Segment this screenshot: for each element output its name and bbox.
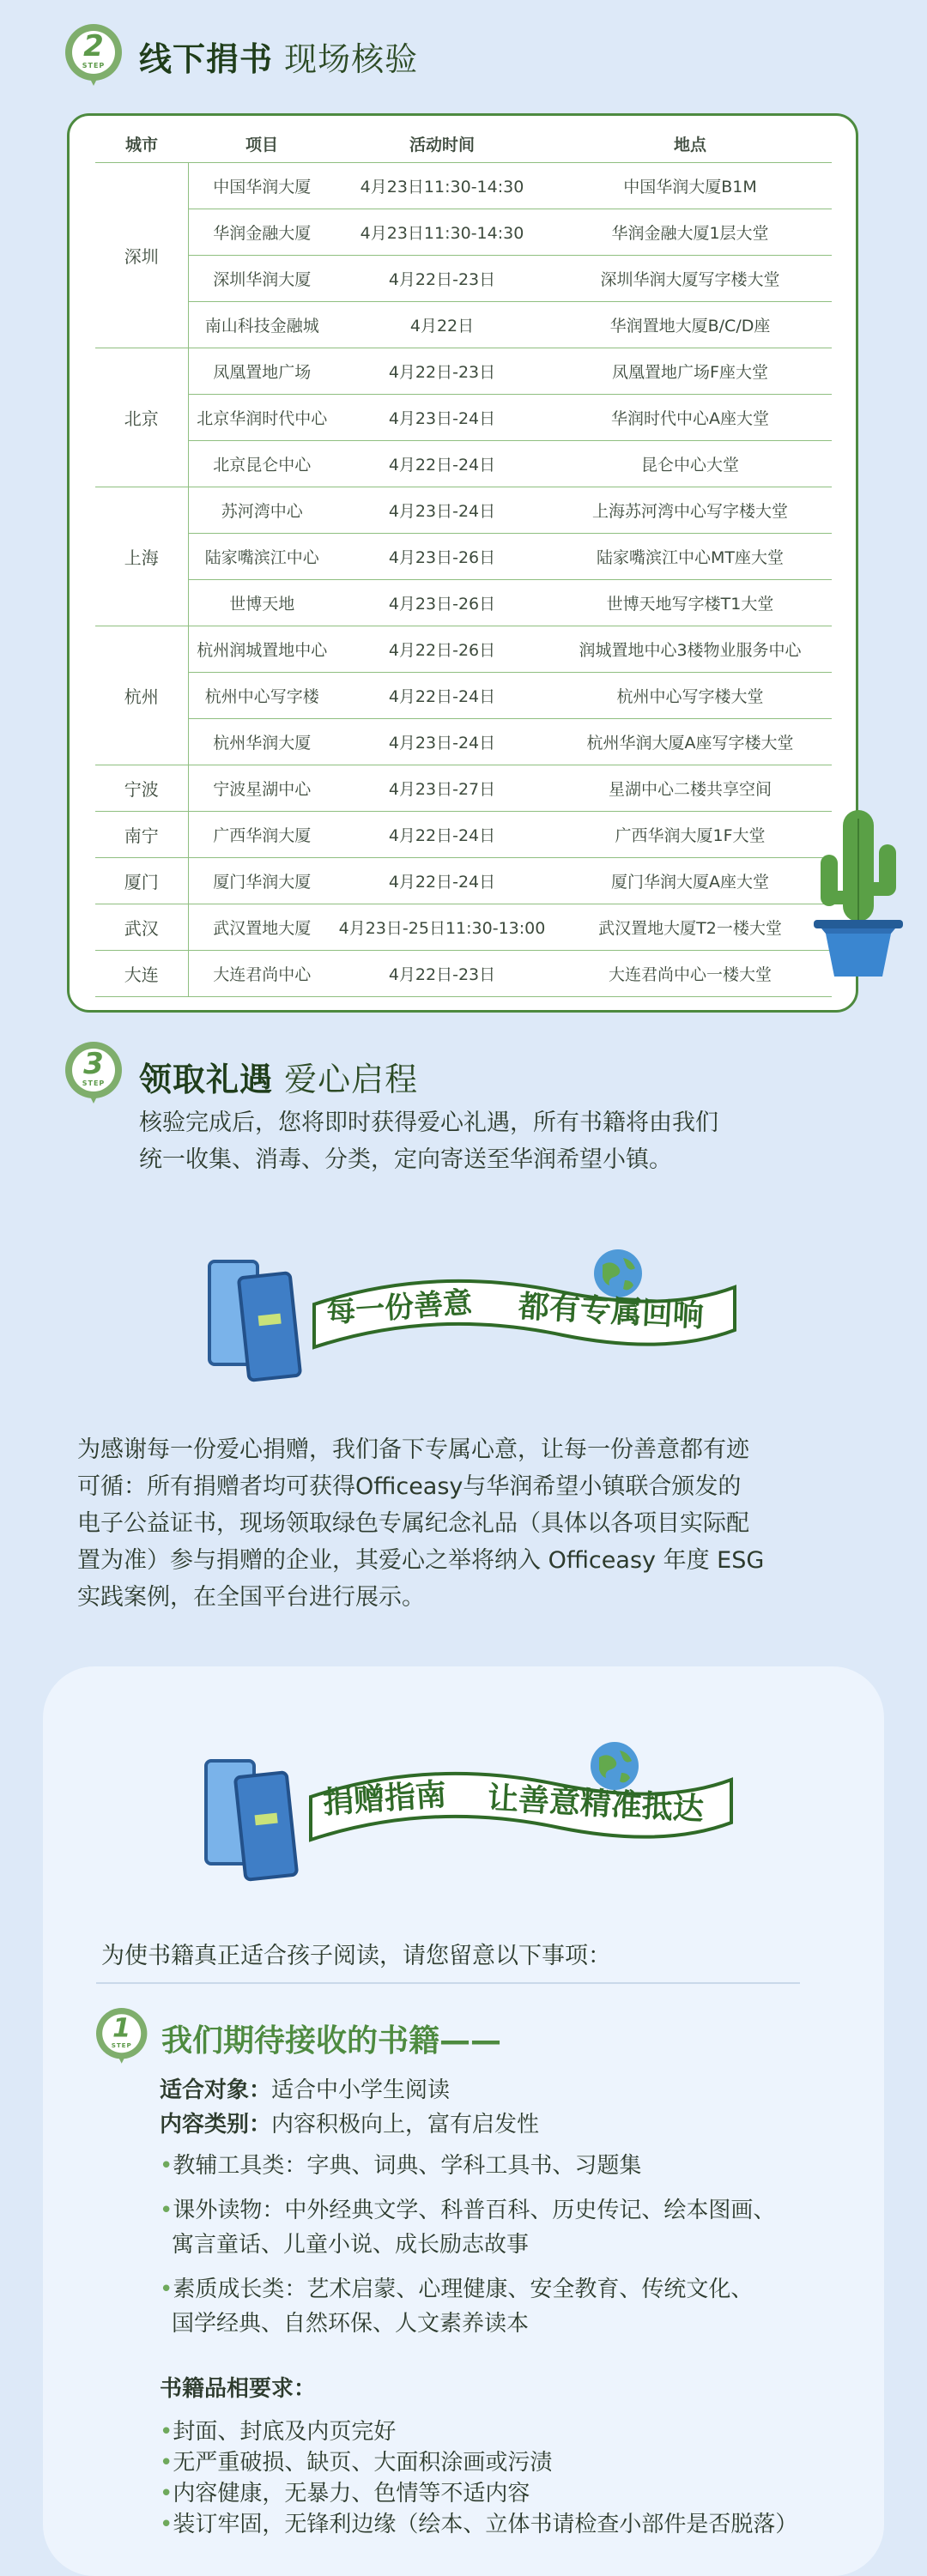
banner-1-right: 都有专属回响 — [517, 1289, 705, 1334]
banner-1-left: 每一份善意 — [325, 1285, 474, 1330]
table-row — [95, 765, 832, 812]
project-cell: 杭州华润大厦 — [188, 719, 336, 765]
requirements-title: 书籍品相要求： — [160, 2376, 317, 2402]
table-row — [95, 302, 832, 348]
step-3-paragraph: 核验完成后，您将即时获得爱心礼遇，所有书籍将由我们 统一收集、消毒、分类，定向寄送至华润希望小镇。 — [139, 1110, 718, 1173]
thanks-paragraph: 为感谢每一份爱心捐赠，我们备下专属心意，让每一份善意都有迹 可循：所有捐赠者均可获得Officeasy与华润希望小镇联合颁发的 电子公益证书，现场领取绿色专属纪念礼品（具体以各项目实际配 置为准）参与捐赠的企业，其爱心之举将纳入 Officeasy 年度 ESG 实践案例，在全国平台进行展示。 — [77, 1436, 765, 1611]
table-row — [95, 951, 832, 997]
location-cell: 华润时代中心A座大堂 — [548, 395, 832, 441]
guide-intro: 为使书籍真正适合孩子阅读，请您留意以下事项： — [101, 1943, 611, 1969]
location-cell: 杭州中心写字楼大堂 — [548, 673, 832, 719]
city-cell: 深圳 — [95, 163, 188, 348]
step-3-title: 领取礼遇 爱心启程 — [139, 1061, 419, 1098]
project-cell: 华润金融大厦 — [188, 209, 336, 256]
sub-section-title: 我们期待接收的书籍—— — [161, 2023, 502, 2059]
project-cell: 北京昆仑中心 — [188, 441, 336, 487]
city-cell: 大连 — [95, 951, 188, 997]
project-cell: 中国华润大厦 — [188, 163, 336, 209]
table-row — [95, 395, 832, 441]
location-cell: 昆仑中心大堂 — [548, 441, 832, 487]
location-cell: 厦门华润大厦A座大堂 — [548, 858, 832, 904]
time-cell: 4月22日-26日 — [336, 626, 548, 673]
project-cell: 苏河湾中心 — [188, 487, 336, 534]
time-cell: 4月22日-24日 — [336, 441, 548, 487]
city-cell: 北京 — [95, 348, 188, 487]
city-cell: 武汉 — [95, 904, 188, 951]
location-cell: 大连君尚中心一楼大堂 — [548, 951, 832, 997]
table-row — [95, 209, 832, 256]
location-cell: 星湖中心二楼共享空间 — [548, 765, 832, 812]
step-3-badge: 3 STEP — [65, 1042, 122, 1098]
location-cell: 华润金融大厦1层大堂 — [548, 209, 832, 256]
project-cell: 杭州中心写字楼 — [188, 673, 336, 719]
table-row — [95, 580, 832, 626]
table-row — [95, 487, 832, 534]
location-cell: 杭州华润大厦A座写字楼大堂 — [548, 719, 832, 765]
city-cell: 宁波 — [95, 765, 188, 812]
req-3: •内容健康，无暴力、色情等不适内容 — [160, 2481, 530, 2506]
header-location: 地点 — [548, 124, 832, 163]
city-cell: 厦门 — [95, 858, 188, 904]
table-row — [95, 626, 832, 673]
project-cell: 武汉置地大厦 — [188, 904, 336, 951]
header-project: 项目 — [188, 124, 336, 163]
table-row — [95, 812, 832, 858]
table-row — [95, 719, 832, 765]
bullet-growth: •素质成长类：艺术启蒙、心理健康、安全教育、传统文化、 国学经典、自然环保、人文素养读本 — [160, 2277, 754, 2337]
project-cell: 深圳华润大厦 — [188, 256, 336, 302]
header-city: 城市 — [95, 124, 188, 163]
bullet-reading: •课外读物：中外经典文学、科普百科、历史传记、绘本图画、 寓言童话、儿童小说、成长励志故事 — [160, 2198, 776, 2258]
table-row — [95, 858, 832, 904]
time-cell: 4月23日-24日 — [336, 719, 548, 765]
city-cell: 南宁 — [95, 812, 188, 858]
sub-step-1-badge: 1 STEP — [96, 2008, 147, 2059]
req-4: •装订牢固，无锋利边缘（绘本、立体书请检查小部件是否脱落） — [160, 2512, 798, 2537]
req-2: •无严重破损、缺页、大面积涂画或污渍 — [160, 2450, 553, 2476]
guide-divider — [96, 1982, 800, 1984]
event-table-card — [67, 113, 858, 1013]
time-cell: 4月23日11:30-14:30 — [336, 209, 548, 256]
header-time: 活动时间 — [336, 124, 548, 163]
time-cell: 4月22日-23日 — [336, 256, 548, 302]
bullet-tools: •教辅工具类：字典、词典、学科工具书、习题集 — [160, 2153, 642, 2179]
time-cell: 4月23日-25日11:30-13:00 — [336, 904, 548, 951]
location-cell: 广西华润大厦1F大堂 — [548, 812, 832, 858]
project-cell: 厦门华润大厦 — [188, 858, 336, 904]
project-cell: 广西华润大厦 — [188, 812, 336, 858]
time-cell: 4月23日-24日 — [336, 395, 548, 441]
table-row — [95, 441, 832, 487]
project-cell: 杭州润城置地中心 — [188, 626, 336, 673]
time-cell: 4月23日-26日 — [336, 580, 548, 626]
project-cell: 陆家嘴滨江中心 — [188, 534, 336, 580]
time-cell: 4月23日-24日 — [336, 487, 548, 534]
project-cell: 宁波星湖中心 — [188, 765, 336, 812]
time-cell: 4月23日11:30-14:30 — [336, 163, 548, 209]
table-row — [95, 256, 832, 302]
project-cell: 大连君尚中心 — [188, 951, 336, 997]
time-cell: 4月22日-23日 — [336, 348, 548, 395]
time-cell: 4月22日 — [336, 302, 548, 348]
project-cell: 世博天地 — [188, 580, 336, 626]
location-cell: 中国华润大厦B1M — [548, 163, 832, 209]
books-icon — [199, 1745, 319, 1883]
time-cell: 4月22日-24日 — [336, 812, 548, 858]
location-cell: 润城置地中心3楼物业服务中心 — [548, 626, 832, 673]
step-2-title: 线下捐书 现场核验 — [139, 40, 419, 78]
req-1: •封面、封底及内页完好 — [160, 2419, 397, 2445]
time-cell: 4月23日-27日 — [336, 765, 548, 812]
time-cell: 4月22日-24日 — [336, 858, 548, 904]
location-cell: 深圳华润大厦写字楼大堂 — [548, 256, 832, 302]
cactus-icon — [810, 805, 905, 982]
table-row — [95, 348, 832, 395]
project-cell: 北京华润时代中心 — [188, 395, 336, 441]
event-table — [95, 124, 832, 997]
location-cell: 武汉置地大厦T2一楼大堂 — [548, 904, 832, 951]
banner-2-right: 让善意精准抵达 — [486, 1781, 705, 1828]
time-cell: 4月22日-24日 — [336, 673, 548, 719]
table-row — [95, 904, 832, 951]
table-row — [95, 673, 832, 719]
location-cell: 世博天地写字楼T1大堂 — [548, 580, 832, 626]
city-cell: 杭州 — [95, 626, 188, 765]
time-cell: 4月22日-23日 — [336, 951, 548, 997]
location-cell: 凤凰置地广场F座大堂 — [548, 348, 832, 395]
table-row — [95, 534, 832, 580]
location-cell: 陆家嘴滨江中心MT座大堂 — [548, 534, 832, 580]
step-2-badge: 2 STEP — [65, 24, 122, 81]
target-line: 适合对象：适合中小学生阅读 — [160, 2077, 451, 2103]
city-cell: 上海 — [95, 487, 188, 626]
project-cell: 南山科技金融城 — [188, 302, 336, 348]
project-cell: 凤凰置地广场 — [188, 348, 336, 395]
table-row — [95, 163, 832, 209]
location-cell: 华润置地大厦B/C/D座 — [548, 302, 832, 348]
banner-2-left: 捐赠指南 — [321, 1777, 448, 1821]
location-cell: 上海苏河湾中心写字楼大堂 — [548, 487, 832, 534]
category-line: 内容类别：内容积极向上，富有启发性 — [160, 2112, 540, 2138]
books-icon — [203, 1246, 323, 1383]
time-cell: 4月23日-26日 — [336, 534, 548, 580]
